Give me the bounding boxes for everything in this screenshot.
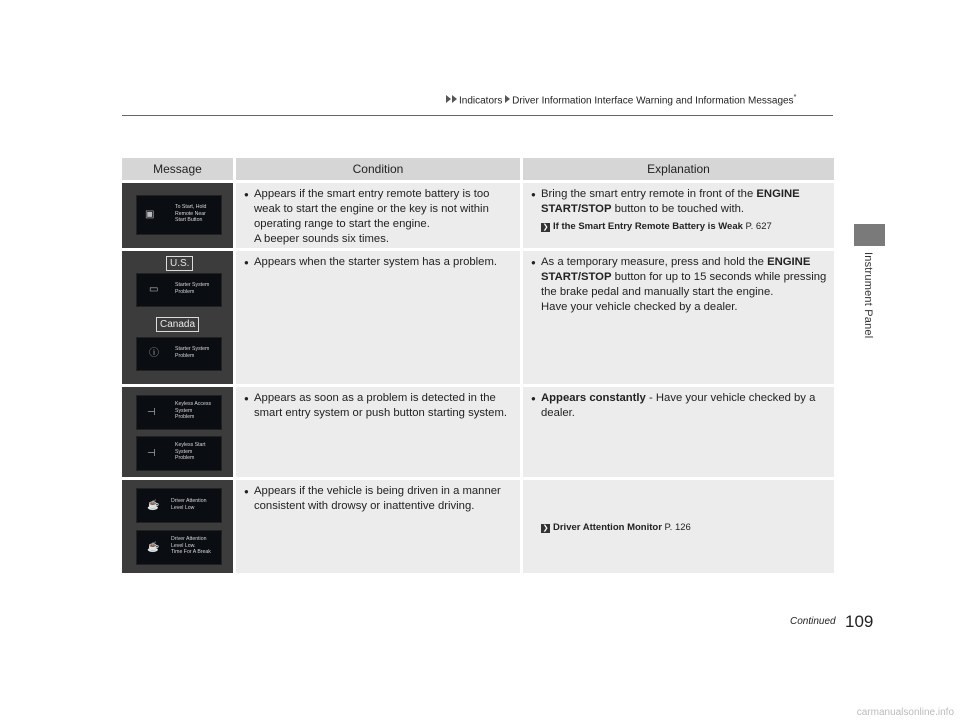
table-header	[122, 158, 834, 180]
arrow-right-icon	[452, 95, 457, 103]
condition-text: ● Appears if the vehicle is being driven in a manner consistent with drowsy or inattentive driving.	[254, 484, 514, 514]
message-image	[122, 480, 233, 573]
screen-text: Keyless Access System Problem	[175, 401, 212, 420]
explanation-cell	[520, 183, 834, 248]
table-row	[122, 480, 834, 573]
arrow-right-icon	[446, 95, 451, 103]
cross-reference-link[interactable]: ❯ Driver Attention Monitor P. 126	[542, 522, 691, 533]
condition-text: ● Appears when the starter system has a problem.	[254, 255, 514, 270]
header-explanation: Explanation	[520, 158, 834, 180]
watermark: carmanualsonline.info	[856, 707, 954, 718]
display-screen	[136, 273, 222, 307]
footnote-mark: *	[793, 94, 797, 101]
condition-text: ● Appears if the smart entry remote battery is too weak to start the engine or the key is not within operating range to start the engine.	[254, 187, 514, 232]
screen-text: Starter System Problem	[175, 282, 210, 295]
keyless-icon: ⊣	[147, 448, 156, 459]
explanation-cell	[520, 251, 834, 384]
condition-cell	[233, 183, 520, 248]
display-screen	[136, 530, 222, 565]
breadcrumb-current: Driver Information Interface Warning and Information Messages	[512, 95, 794, 107]
section-tab	[854, 224, 885, 246]
display-screen	[136, 395, 222, 430]
region-tag-canada: Canada	[156, 317, 199, 332]
message-image	[122, 251, 233, 384]
explanation-text: ● As a temporary measure, press and hold the ENGINE START/STOP button for up to 15 seconds while pressing the brake pedal and manually start the engine.	[541, 255, 828, 300]
message-image	[122, 387, 233, 477]
condition-text: ● Appears as soon as a problem is detected in the smart entry system or push button starting system.	[254, 391, 514, 421]
message-image	[122, 183, 233, 248]
page-number: 109	[845, 612, 874, 631]
screen-text: Driver Attention Level Low. Time For A Break	[171, 536, 211, 555]
start-system-icon: ▭	[149, 284, 159, 295]
explanation-cell	[520, 480, 834, 573]
condition-cell	[233, 387, 520, 477]
screen-text: Driver Attention Level Low	[171, 498, 207, 511]
arrow-right-icon	[505, 95, 510, 103]
condition-cell	[233, 251, 520, 384]
messages-table	[122, 158, 834, 573]
continued-label: Continued	[790, 616, 836, 627]
table-row	[122, 183, 834, 248]
keyless-icon: ⊣	[147, 407, 156, 418]
key-fob-icon: ▣	[145, 209, 155, 220]
reference-arrow-icon: ❯	[542, 525, 549, 532]
header-message: Message	[122, 158, 233, 180]
cross-reference-link[interactable]: ❯ If the Smart Entry Remote Battery is Weak P. 627	[542, 221, 772, 232]
table-row	[122, 251, 834, 384]
header-condition: Condition	[233, 158, 520, 180]
section-label: Instrument Panel	[862, 252, 874, 339]
display-screen	[136, 488, 222, 523]
explanation-text: ● Bring the smart entry remote in front of the ENGINE START/STOP button to be touched with.	[541, 187, 828, 217]
warning-circle-icon: ⓘ	[149, 348, 159, 359]
condition-cell	[233, 480, 520, 573]
breadcrumb	[446, 94, 796, 106]
display-screen	[136, 436, 222, 471]
header-rule	[122, 115, 833, 116]
screen-text: Keyless Start System Problem	[175, 442, 206, 461]
screen-text: Starter System Problem	[175, 346, 210, 359]
breadcrumb-indicators[interactable]: Indicators	[459, 95, 503, 107]
table-row	[122, 387, 834, 477]
screen-text: To Start, Hold Remote Near Start Button	[175, 204, 207, 223]
display-screen	[136, 195, 222, 235]
explanation-note: Have your vehicle checked by a dealer.	[541, 301, 738, 313]
reference-arrow-icon: ❯	[542, 224, 549, 231]
display-screen	[136, 337, 222, 371]
region-tag-us: U.S.	[166, 256, 193, 271]
explanation-cell	[520, 387, 834, 477]
condition-note: A beeper sounds six times.	[254, 233, 390, 245]
coffee-cup-icon: ☕	[147, 542, 160, 553]
explanation-text: ● Appears constantly - Have your vehicle checked by a dealer.	[541, 391, 828, 421]
coffee-cup-icon: ☕	[147, 500, 160, 511]
